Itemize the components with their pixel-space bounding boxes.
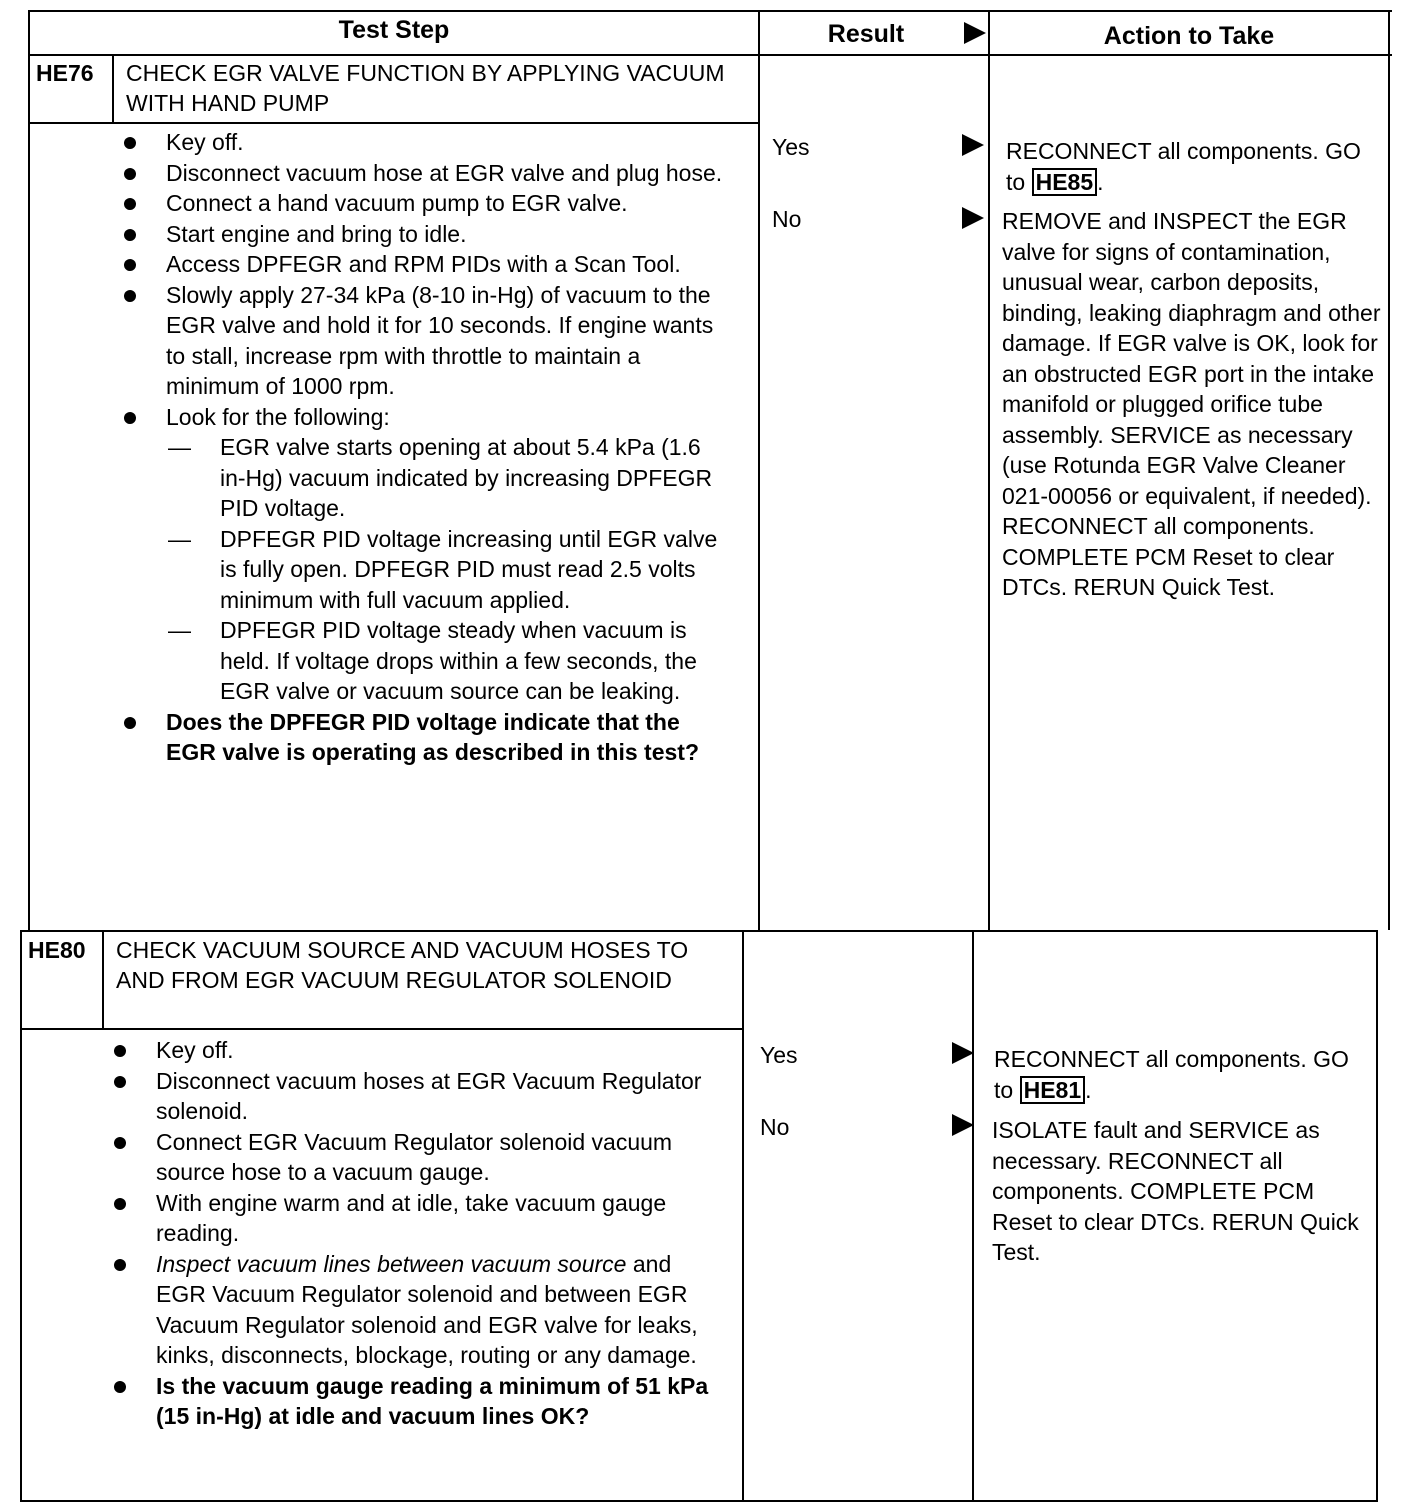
he80-yes-arrow-icon [952,1042,974,1064]
table-right-border-bottom [1376,930,1378,1502]
table-bottom-border [20,1500,1378,1502]
he76-no-action: REMOVE and INSPECT the EGR valve for signs of contamination, unusual wear, carbon deposits, binding, leaking diaphragm and other damage. If EGR valve is OK, look for an obstructed EGR port in the intake manifold or plugged orifice tube assembly. SERVICE as necessary (use Rotunda EGR Valve Cleaner 021-00056 or equivalent, if needed). RECONNECT all components. COMPLETE PCM Reset to clear DTCs. RERUN Quick Test. [1002,208,1381,600]
action-left-border-bottom [972,930,974,1502]
header-result: Result [827,20,905,48]
list-item: Disconnect vacuum hoses at EGR Vacuum Regulator solenoid. [108,1066,718,1127]
he76-yes-action-text: RECONNECT all components. GO to [1006,138,1361,195]
header-action: Action to Take [1103,22,1275,50]
he80-test-id: HE80 [28,937,86,963]
list-item: Key off. [118,127,728,158]
he80-no-arrow-icon [952,1114,974,1136]
table-left-border-top [28,10,30,930]
he76-test-id: HE76 [36,60,94,86]
he80-yes-label: Yes [760,1042,798,1068]
he76-id-divider [112,54,114,124]
list-item [108,1249,718,1371]
list-item: Look for the following: [118,402,728,433]
italic-step-lead: Inspect vacuum lines between vacuum source [156,1250,627,1277]
he80-title: CHECK VACUUM SOURCE AND VACUUM HOSES TO AND FROM EGR VACUUM REGULATOR SOLENOID [116,937,689,993]
he76-steps [118,127,728,768]
list-item: Connect EGR Vacuum Regulator solenoid vacuum source hose to a vacuum gauge. [108,1127,718,1188]
he80-yes-action-text: RECONNECT all components. GO to [994,1046,1349,1103]
sub-list-item: — DPFEGR PID voltage steady when vacuum is held. If voltage drops within a few seconds, the EGR valve or vacuum source can be leaking. [118,615,728,707]
action-left-border-top [988,10,990,930]
result-left-border-bottom [742,930,744,1502]
list-item: Slowly apply 27-34 kPa (8-10 in-Hg) of vacuum to the EGR valve and hold it for 10 seconds. If engine wants to stall, increase rpm with throttle to maintain a minimum of 1000 rpm. [118,280,728,402]
sub-list-item: — DPFEGR PID voltage increasing until EGR valve is fully open. DPFEGR PID must read 2.5 volts minimum with full vacuum applied. [118,524,728,616]
he80-no-action: ISOLATE fault and SERVICE as necessary. RECONNECT all components. COMPLETE PCM Reset to clear DTCs. RERUN Quick Test. [992,1117,1359,1265]
he76-title: CHECK EGR VALVE FUNCTION BY APPLYING VACUUM WITH HAND PUMP [126,60,725,116]
list-item: Key off. [108,1035,718,1066]
he76-question: Does the DPFEGR PID voltage indicate that the EGR valve is operating as described in this test? [118,707,728,768]
result-left-border-top [758,10,760,930]
he76-yes-action: RECONNECT all components. GO to HE85 . [1006,138,1361,195]
he76-yes-arrow-icon [962,134,984,156]
italic-step-rest: and EGR Vacuum Regulator solenoid and between EGR Vacuum Regulator solenoid and EGR valve for leaks, kinks, disconnects, blockage, routing or any damage. [156,1250,698,1368]
table-left-border-bottom [20,930,22,1502]
he80-yes-action-ref-link[interactable]: HE81 [1020,1076,1086,1104]
he76-no-label: No [772,206,802,232]
he80-question: Is the vacuum gauge reading a minimum of 51 kPa (15 in-Hg) at idle and vacuum lines OK? [108,1371,718,1432]
he76-yes-action-ref-link[interactable]: HE85 [1032,168,1098,196]
he80-no-label: No [760,1114,790,1140]
table-top-border [28,10,1392,12]
he76-no-arrow-icon [962,207,984,229]
he80-title-divider [20,1028,742,1030]
list-item: Start engine and bring to idle. [118,219,728,250]
header-test-step: Test Step [338,16,450,44]
header-arrow-icon [964,22,986,44]
list-item: Connect a hand vacuum pump to EGR valve. [118,188,728,219]
section-divider [20,930,1378,932]
list-item: With engine warm and at idle, take vacuum gauge reading. [108,1188,718,1249]
header-bottom-border [28,54,1392,56]
he80-steps [108,1035,718,1432]
sub-list-item: — EGR valve starts opening at about 5.4 kPa (1.6 in-Hg) vacuum indicated by increasing DPFEGR PID voltage. [118,432,728,524]
he80-yes-action: RECONNECT all components. GO to HE81 . [994,1046,1349,1103]
list-item: Access DPFEGR and RPM PIDs with a Scan Tool. [118,249,728,280]
table-right-border-top [1388,10,1390,930]
he80-id-divider [102,930,104,1030]
list-item: Disconnect vacuum hose at EGR valve and plug hose. [118,158,728,189]
he76-yes-label: Yes [772,134,810,160]
he76-title-divider [28,122,758,124]
